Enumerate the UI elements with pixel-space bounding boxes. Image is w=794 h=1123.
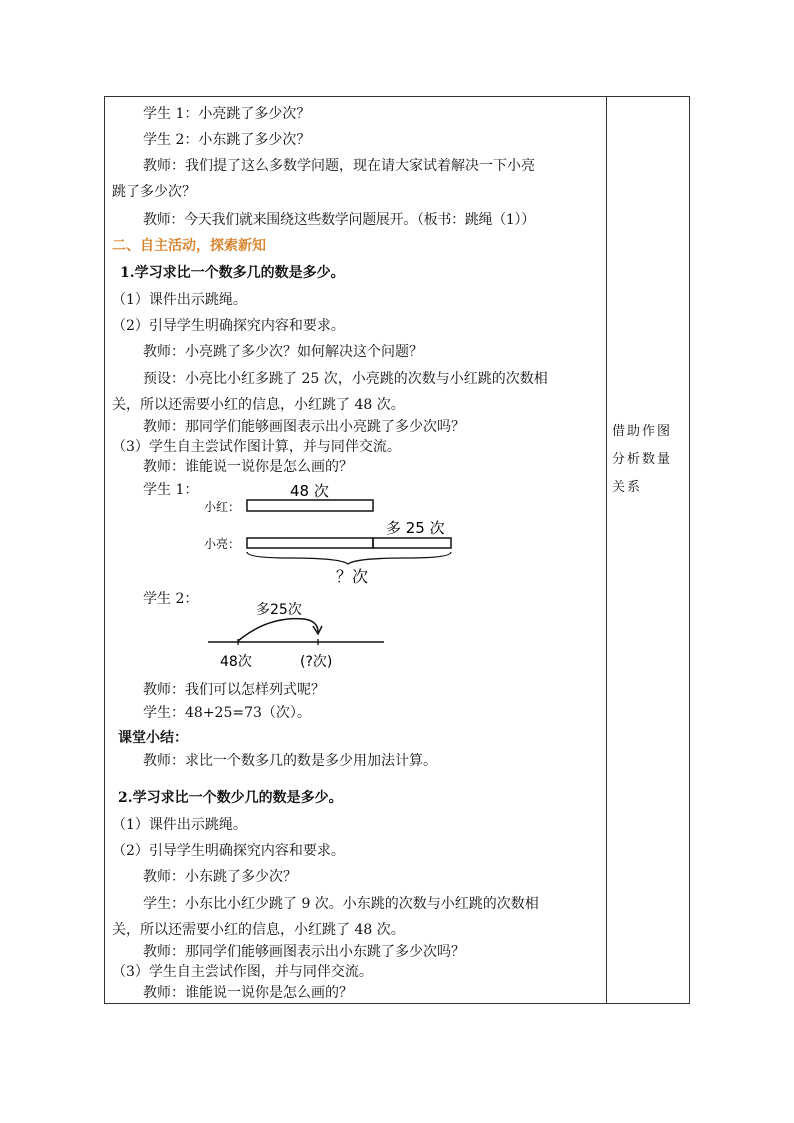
start-label: 48次 bbox=[220, 654, 252, 670]
text-line: （2）引导学生明确探究内容和要求。 bbox=[112, 318, 345, 334]
text-line: 学生 2：小东跳了多少次？ bbox=[143, 132, 311, 148]
extra-label: 多 25 次 bbox=[386, 519, 445, 537]
text-line: 关，所以还需要小红的信息，小红跳了 48 次。 bbox=[112, 922, 405, 938]
text-line: 教师：我们提了这么多数学问题，现在请大家试着解决一下小亮 bbox=[143, 158, 535, 174]
summary-heading: 课堂小结： bbox=[118, 730, 188, 746]
side-note: 借助作图分析数量关系 bbox=[612, 424, 673, 495]
arc-label: 多25次 bbox=[256, 602, 302, 618]
text-line: 教师：谁能说一说你是怎么画的？ bbox=[143, 985, 353, 1001]
text-line: （1）课件出示跳绳。 bbox=[112, 817, 247, 833]
text-line: 教师：那同学们能够画图表示出小东跳了多少次吗？ bbox=[143, 944, 465, 960]
text-line: 学生 1： bbox=[143, 482, 199, 498]
text-line: 教师：今天我们就来围绕这些数学问题展开。（板书：跳绳（1）） bbox=[143, 212, 535, 228]
text-line: 教师：谁能说一说你是怎么画的？ bbox=[143, 459, 353, 475]
subsection-title: 1.学习求比一个数多几的数是多少。 bbox=[120, 265, 345, 281]
subsection-title: 2.学习求比一个数少几的数是多少。 bbox=[118, 790, 343, 806]
section-heading: 二、自主活动，探索新知 bbox=[112, 238, 266, 254]
text-line: （2）引导学生明确探究内容和要求。 bbox=[112, 843, 345, 859]
bar-diagram bbox=[190, 476, 460, 588]
text-line: 关，所以还需要小红的信息，小红跳了 48 次。 bbox=[112, 397, 405, 413]
jump-arc bbox=[238, 619, 318, 641]
text-line: 跳了多少次？ bbox=[112, 184, 196, 200]
text-line: 教师：小亮跳了多少次？如何解决这个问题？ bbox=[143, 344, 423, 360]
liang-bar-base bbox=[247, 538, 373, 548]
total-label: ？次 bbox=[336, 567, 369, 586]
liang-label: 小亮： bbox=[204, 537, 241, 551]
text-line: 预设：小亮比小红多跳了 25 次，小亮跳的次数与小红跳的次数相 bbox=[143, 371, 548, 387]
text-line: 学生 1：小亮跳了多少次？ bbox=[143, 106, 311, 122]
text-line: （3）学生自主尝试作图计算，并与同伴交流。 bbox=[112, 439, 401, 455]
text-line: 学生：小东比小红少跳了 9 次。小东跳的次数与小红跳的次数相 bbox=[143, 896, 539, 912]
red-label: 小红： bbox=[204, 500, 241, 514]
column-divider bbox=[606, 96, 607, 1004]
red-bar bbox=[247, 500, 373, 511]
text-line: （3）学生自主尝试作图，并与同伴交流。 bbox=[112, 964, 373, 980]
end-label: (?次) bbox=[300, 654, 333, 670]
red-value-label: 48 次 bbox=[290, 482, 329, 500]
text-line: （1）课件出示跳绳。 bbox=[112, 292, 247, 308]
text-line: 学生：48+25=73（次）。 bbox=[143, 705, 311, 721]
liang-bar-extra bbox=[373, 538, 451, 548]
total-brace bbox=[247, 552, 451, 564]
number-line-diagram bbox=[200, 592, 400, 674]
text-line: 学生 2： bbox=[143, 591, 199, 607]
text-line: 教师：我们可以怎样列式呢？ bbox=[143, 682, 325, 698]
text-line: 教师：求比一个数多几的数是多少用加法计算。 bbox=[143, 753, 437, 769]
text-line: 教师：那同学们能够画图表示出小亮跳了多少次吗？ bbox=[143, 419, 465, 435]
text-line: 教师：小东跳了多少次？ bbox=[143, 869, 297, 885]
